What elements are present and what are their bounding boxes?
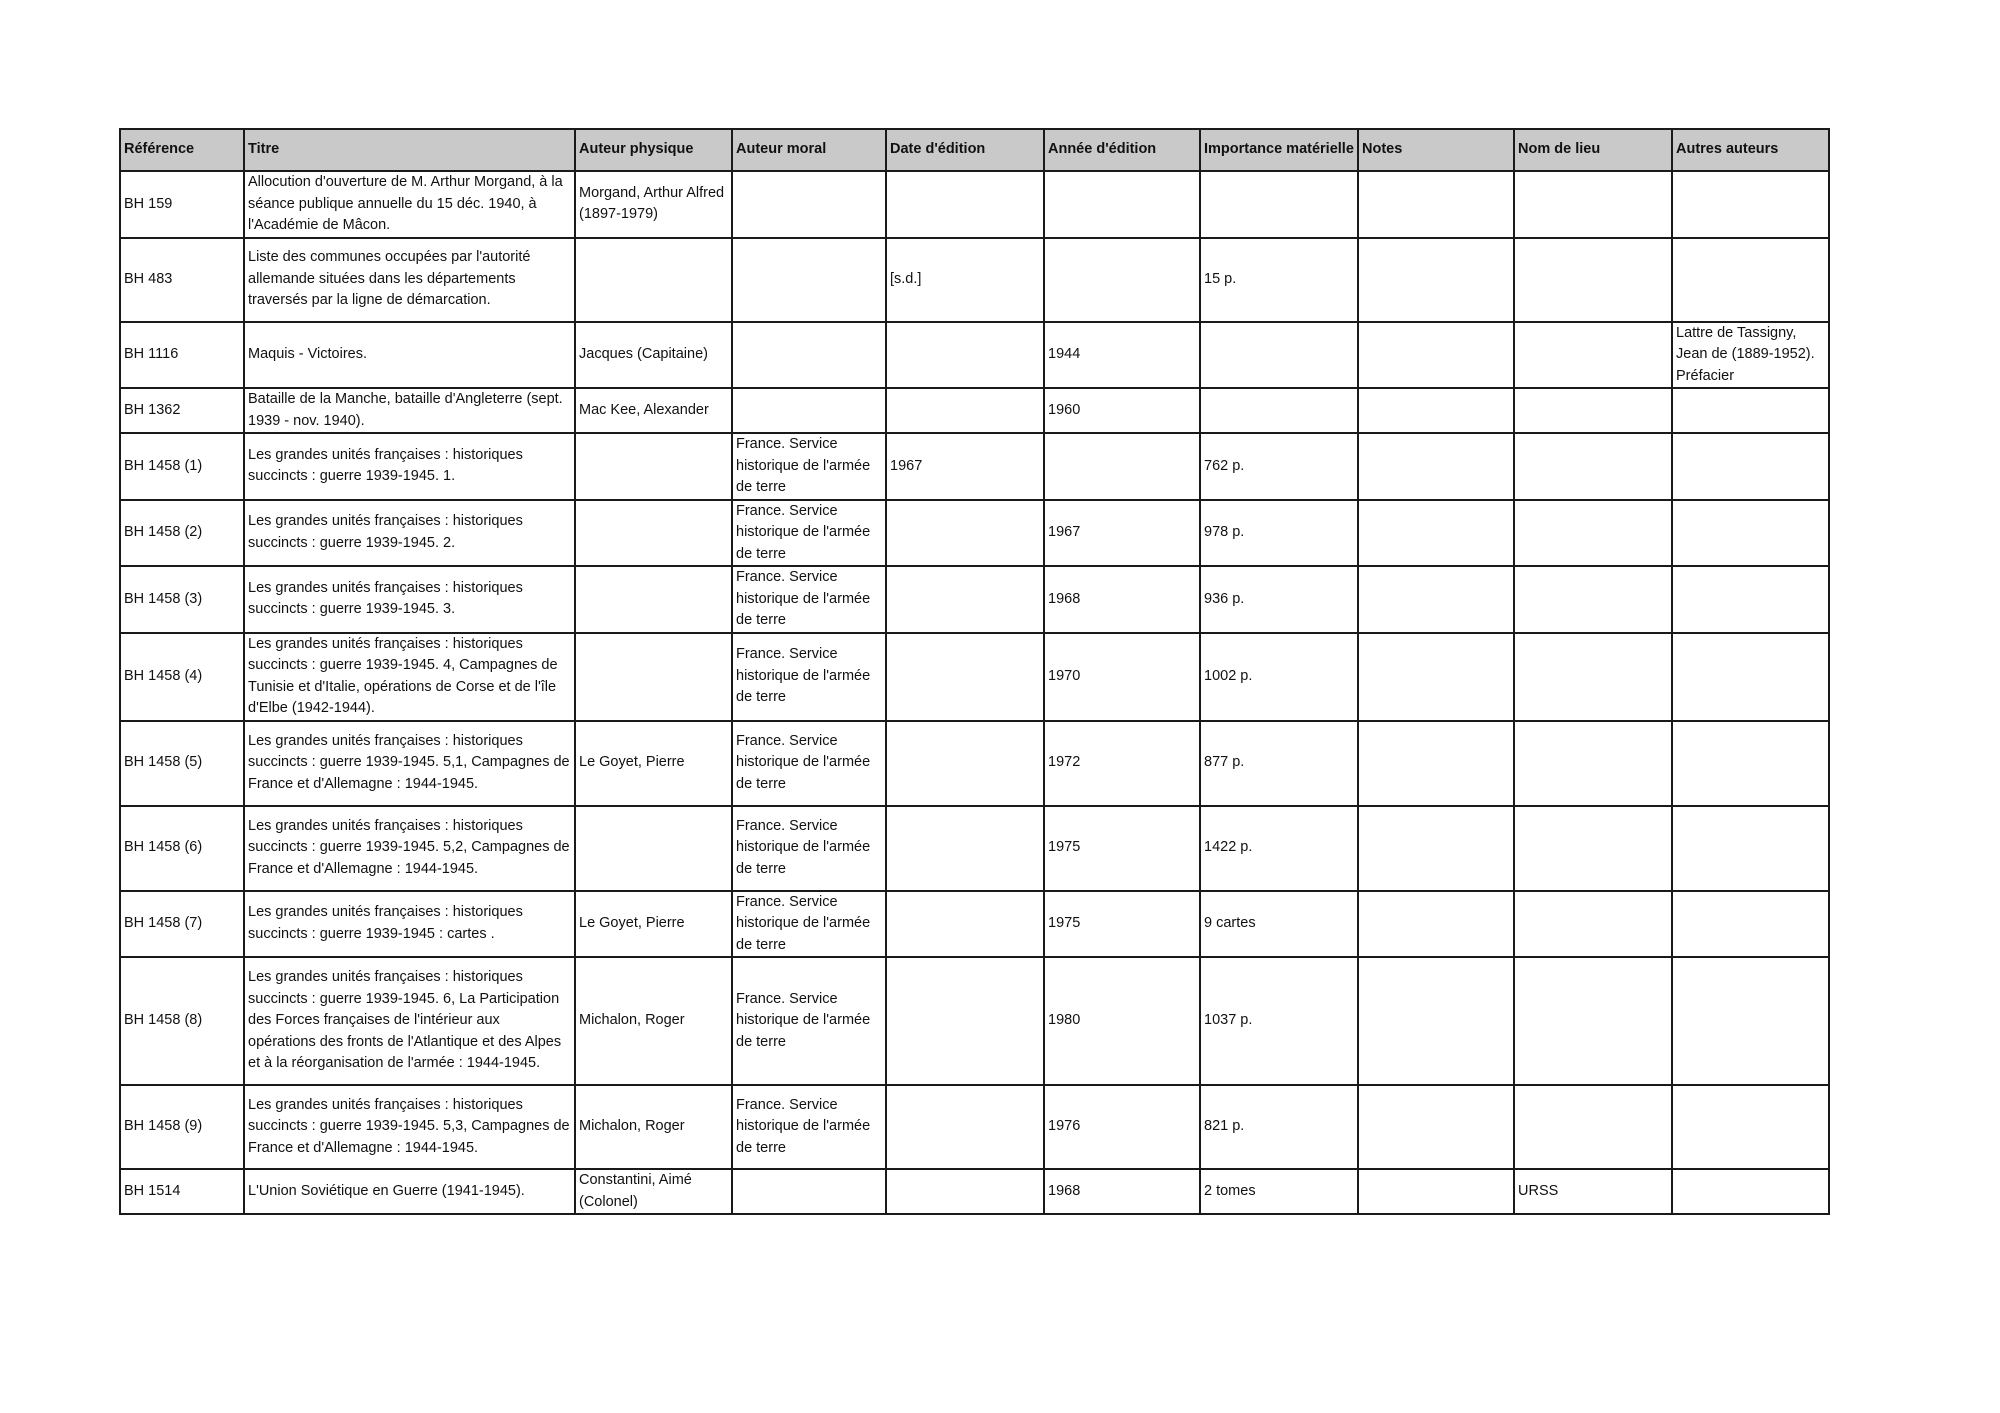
- header-notes: Notes: [1358, 129, 1514, 171]
- cell-importance-materielle: 936 p.: [1200, 566, 1358, 633]
- cell-date-edition: [886, 566, 1044, 633]
- cell-reference: BH 1458 (9): [120, 1085, 244, 1169]
- cell-annee-edition: 1960: [1044, 388, 1200, 433]
- cell-auteur-moral: France. Service historique de l'armée de terre: [732, 1085, 886, 1169]
- cell-annee-edition: 1967: [1044, 500, 1200, 567]
- table-row: [120, 806, 1829, 891]
- cell-auteur-physique: Michalon, Roger: [575, 1085, 732, 1169]
- cell-auteur-physique: Mac Kee, Alexander: [575, 388, 732, 433]
- cell-importance-materielle: 9 cartes: [1200, 891, 1358, 958]
- cell-notes: [1358, 806, 1514, 891]
- header-auteur-physique: Auteur physique: [575, 129, 732, 171]
- cell-annee-edition: [1044, 171, 1200, 238]
- cell-annee-edition: 1944: [1044, 322, 1200, 389]
- cell-auteur-moral: [732, 238, 886, 322]
- cell-reference: BH 1458 (5): [120, 721, 244, 806]
- cell-titre: Les grandes unités françaises : historiques succincts : guerre 1939-1945. 2.: [244, 500, 575, 567]
- cell-notes: [1358, 500, 1514, 567]
- cell-auteur-moral: [732, 388, 886, 433]
- cell-titre: Les grandes unités françaises : historiques succincts : guerre 1939-1945. 3.: [244, 566, 575, 633]
- cell-reference: BH 1458 (3): [120, 566, 244, 633]
- cell-titre: Les grandes unités françaises : historiques succincts : guerre 1939-1945. 5,3, Campagnes de France et d'Allemagne : 1944-1945.: [244, 1085, 575, 1169]
- cell-date-edition: 1967: [886, 433, 1044, 500]
- cell-date-edition: [886, 500, 1044, 567]
- cell-notes: [1358, 721, 1514, 806]
- table-row: [120, 1085, 1829, 1169]
- cell-reference: BH 1362: [120, 388, 244, 433]
- cell-reference: BH 159: [120, 171, 244, 238]
- cell-date-edition: [886, 721, 1044, 806]
- header-titre: Titre: [244, 129, 575, 171]
- cell-titre: Maquis - Victoires.: [244, 322, 575, 389]
- header-importance-materielle: Importance matérielle: [1200, 129, 1358, 171]
- cell-reference: BH 1458 (6): [120, 806, 244, 891]
- cell-autres-auteurs: [1672, 566, 1829, 633]
- cell-notes: [1358, 322, 1514, 389]
- cell-importance-materielle: 978 p.: [1200, 500, 1358, 567]
- cell-date-edition: [886, 957, 1044, 1085]
- cell-auteur-moral: France. Service historique de l'armée de terre: [732, 891, 886, 958]
- cell-date-edition: [886, 806, 1044, 891]
- cell-notes: [1358, 1169, 1514, 1214]
- cell-auteur-physique: [575, 566, 732, 633]
- cell-importance-materielle: [1200, 322, 1358, 389]
- cell-nom-de-lieu: [1514, 322, 1672, 389]
- table-row: [120, 500, 1829, 567]
- cell-annee-edition: [1044, 238, 1200, 322]
- cell-autres-auteurs: [1672, 633, 1829, 721]
- cell-reference: BH 1458 (4): [120, 633, 244, 721]
- cell-notes: [1358, 388, 1514, 433]
- cell-auteur-moral: France. Service historique de l'armée de terre: [732, 721, 886, 806]
- cell-auteur-physique: Jacques (Capitaine): [575, 322, 732, 389]
- cell-nom-de-lieu: [1514, 500, 1672, 567]
- cell-auteur-physique: Morgand, Arthur Alfred (1897-1979): [575, 171, 732, 238]
- cell-titre: Allocution d'ouverture de M. Arthur Morgand, à la séance publique annuelle du 15 déc. 1940, à l'Académie de Mâcon.: [244, 171, 575, 238]
- cell-reference: BH 1458 (8): [120, 957, 244, 1085]
- cell-date-edition: [886, 633, 1044, 721]
- cell-auteur-moral: [732, 1169, 886, 1214]
- cell-importance-materielle: 1002 p.: [1200, 633, 1358, 721]
- cell-titre: L'Union Soviétique en Guerre (1941-1945).: [244, 1169, 575, 1214]
- cell-auteur-moral: France. Service historique de l'armée de terre: [732, 806, 886, 891]
- catalog-table: [119, 128, 1830, 1215]
- table-row: [120, 566, 1829, 633]
- cell-nom-de-lieu: [1514, 238, 1672, 322]
- cell-auteur-physique: [575, 500, 732, 567]
- cell-auteur-physique: [575, 806, 732, 891]
- cell-importance-materielle: [1200, 171, 1358, 238]
- header-reference: Référence: [120, 129, 244, 171]
- cell-date-edition: [886, 171, 1044, 238]
- cell-notes: [1358, 171, 1514, 238]
- cell-nom-de-lieu: [1514, 433, 1672, 500]
- cell-autres-auteurs: Lattre de Tassigny, Jean de (1889-1952). Préfacier: [1672, 322, 1829, 389]
- table-header: [120, 129, 1829, 171]
- cell-annee-edition: 1975: [1044, 806, 1200, 891]
- table-row: [120, 721, 1829, 806]
- cell-date-edition: [886, 1085, 1044, 1169]
- cell-nom-de-lieu: [1514, 891, 1672, 958]
- cell-auteur-moral: France. Service historique de l'armée de terre: [732, 433, 886, 500]
- cell-notes: [1358, 957, 1514, 1085]
- table-row: [120, 171, 1829, 238]
- cell-nom-de-lieu: [1514, 721, 1672, 806]
- table-row: [120, 238, 1829, 322]
- cell-date-edition: [886, 891, 1044, 958]
- cell-titre: Liste des communes occupées par l'autorité allemande situées dans les départements traversés par la ligne de démarcation.: [244, 238, 575, 322]
- cell-annee-edition: 1968: [1044, 1169, 1200, 1214]
- cell-annee-edition: [1044, 433, 1200, 500]
- cell-importance-materielle: 762 p.: [1200, 433, 1358, 500]
- table-row: [120, 633, 1829, 721]
- cell-annee-edition: 1976: [1044, 1085, 1200, 1169]
- cell-nom-de-lieu: [1514, 806, 1672, 891]
- cell-importance-materielle: 821 p.: [1200, 1085, 1358, 1169]
- cell-autres-auteurs: [1672, 388, 1829, 433]
- cell-notes: [1358, 633, 1514, 721]
- cell-autres-auteurs: [1672, 500, 1829, 567]
- table-row: [120, 957, 1829, 1085]
- cell-auteur-moral: [732, 322, 886, 389]
- header-nom-de-lieu: Nom de lieu: [1514, 129, 1672, 171]
- cell-auteur-physique: Le Goyet, Pierre: [575, 721, 732, 806]
- cell-titre: Les grandes unités françaises : historiques succincts : guerre 1939-1945 : cartes .: [244, 891, 575, 958]
- cell-auteur-moral: France. Service historique de l'armée de terre: [732, 633, 886, 721]
- header-row: [120, 129, 1829, 171]
- cell-auteur-moral: France. Service historique de l'armée de terre: [732, 566, 886, 633]
- header-annee-edition: Année d'édition: [1044, 129, 1200, 171]
- cell-autres-auteurs: [1672, 891, 1829, 958]
- cell-notes: [1358, 566, 1514, 633]
- cell-nom-de-lieu: [1514, 1085, 1672, 1169]
- cell-importance-materielle: 15 p.: [1200, 238, 1358, 322]
- cell-titre: Bataille de la Manche, bataille d'Angleterre (sept. 1939 - nov. 1940).: [244, 388, 575, 433]
- cell-autres-auteurs: [1672, 721, 1829, 806]
- table-row: [120, 322, 1829, 389]
- cell-nom-de-lieu: URSS: [1514, 1169, 1672, 1214]
- cell-notes: [1358, 238, 1514, 322]
- cell-auteur-moral: France. Service historique de l'armée de terre: [732, 957, 886, 1085]
- cell-autres-auteurs: [1672, 1169, 1829, 1214]
- cell-annee-edition: 1968: [1044, 566, 1200, 633]
- cell-autres-auteurs: [1672, 806, 1829, 891]
- cell-reference: BH 483: [120, 238, 244, 322]
- cell-autres-auteurs: [1672, 171, 1829, 238]
- cell-importance-materielle: 1422 p.: [1200, 806, 1358, 891]
- cell-nom-de-lieu: [1514, 171, 1672, 238]
- cell-auteur-moral: France. Service historique de l'armée de terre: [732, 500, 886, 567]
- cell-auteur-physique: [575, 238, 732, 322]
- cell-annee-edition: 1980: [1044, 957, 1200, 1085]
- table-row: [120, 433, 1829, 500]
- cell-titre: Les grandes unités françaises : historiques succincts : guerre 1939-1945. 5,2, Campagnes de France et d'Allemagne : 1944-1945.: [244, 806, 575, 891]
- cell-autres-auteurs: [1672, 957, 1829, 1085]
- table-row: [120, 891, 1829, 958]
- cell-reference: BH 1458 (1): [120, 433, 244, 500]
- cell-nom-de-lieu: [1514, 566, 1672, 633]
- cell-auteur-physique: Le Goyet, Pierre: [575, 891, 732, 958]
- table-row: [120, 388, 1829, 433]
- cell-auteur-physique: [575, 433, 732, 500]
- cell-notes: [1358, 1085, 1514, 1169]
- header-autres-auteurs: Autres auteurs: [1672, 129, 1829, 171]
- cell-date-edition: [s.d.]: [886, 238, 1044, 322]
- cell-nom-de-lieu: [1514, 957, 1672, 1085]
- cell-nom-de-lieu: [1514, 633, 1672, 721]
- cell-auteur-physique: Constantini, Aimé (Colonel): [575, 1169, 732, 1214]
- header-auteur-moral: Auteur moral: [732, 129, 886, 171]
- cell-nom-de-lieu: [1514, 388, 1672, 433]
- cell-titre: Les grandes unités françaises : historiques succincts : guerre 1939-1945. 1.: [244, 433, 575, 500]
- table-row: [120, 1169, 1829, 1214]
- cell-importance-materielle: [1200, 388, 1358, 433]
- cell-notes: [1358, 891, 1514, 958]
- cell-reference: BH 1458 (7): [120, 891, 244, 958]
- cell-importance-materielle: 1037 p.: [1200, 957, 1358, 1085]
- header-date-edition: Date d'édition: [886, 129, 1044, 171]
- cell-reference: BH 1514: [120, 1169, 244, 1214]
- cell-date-edition: [886, 322, 1044, 389]
- cell-annee-edition: 1970: [1044, 633, 1200, 721]
- cell-reference: BH 1458 (2): [120, 500, 244, 567]
- cell-annee-edition: 1975: [1044, 891, 1200, 958]
- cell-date-edition: [886, 1169, 1044, 1214]
- cell-titre: Les grandes unités françaises : historiques succincts : guerre 1939-1945. 5,1, Campagnes de France et d'Allemagne : 1944-1945.: [244, 721, 575, 806]
- cell-annee-edition: 1972: [1044, 721, 1200, 806]
- cell-auteur-physique: [575, 633, 732, 721]
- cell-importance-materielle: 877 p.: [1200, 721, 1358, 806]
- cell-notes: [1358, 433, 1514, 500]
- cell-auteur-physique: Michalon, Roger: [575, 957, 732, 1085]
- cell-autres-auteurs: [1672, 433, 1829, 500]
- cell-reference: BH 1116: [120, 322, 244, 389]
- cell-auteur-moral: [732, 171, 886, 238]
- table-body: [120, 171, 1829, 1214]
- cell-titre: Les grandes unités françaises : historiques succincts : guerre 1939-1945. 4, Campagnes de Tunisie et d'Italie, opérations de Corse et de l'île d'Elbe (1942-1944).: [244, 633, 575, 721]
- cell-date-edition: [886, 388, 1044, 433]
- cell-titre: Les grandes unités françaises : historiques succincts : guerre 1939-1945. 6, La Participation des Forces françaises de l'intérieur aux opérations des fronts de l'Atlantique et des Alpes et à la réorganisation de l'armée : 1944-1945.: [244, 957, 575, 1085]
- cell-autres-auteurs: [1672, 1085, 1829, 1169]
- cell-autres-auteurs: [1672, 238, 1829, 322]
- cell-importance-materielle: 2 tomes: [1200, 1169, 1358, 1214]
